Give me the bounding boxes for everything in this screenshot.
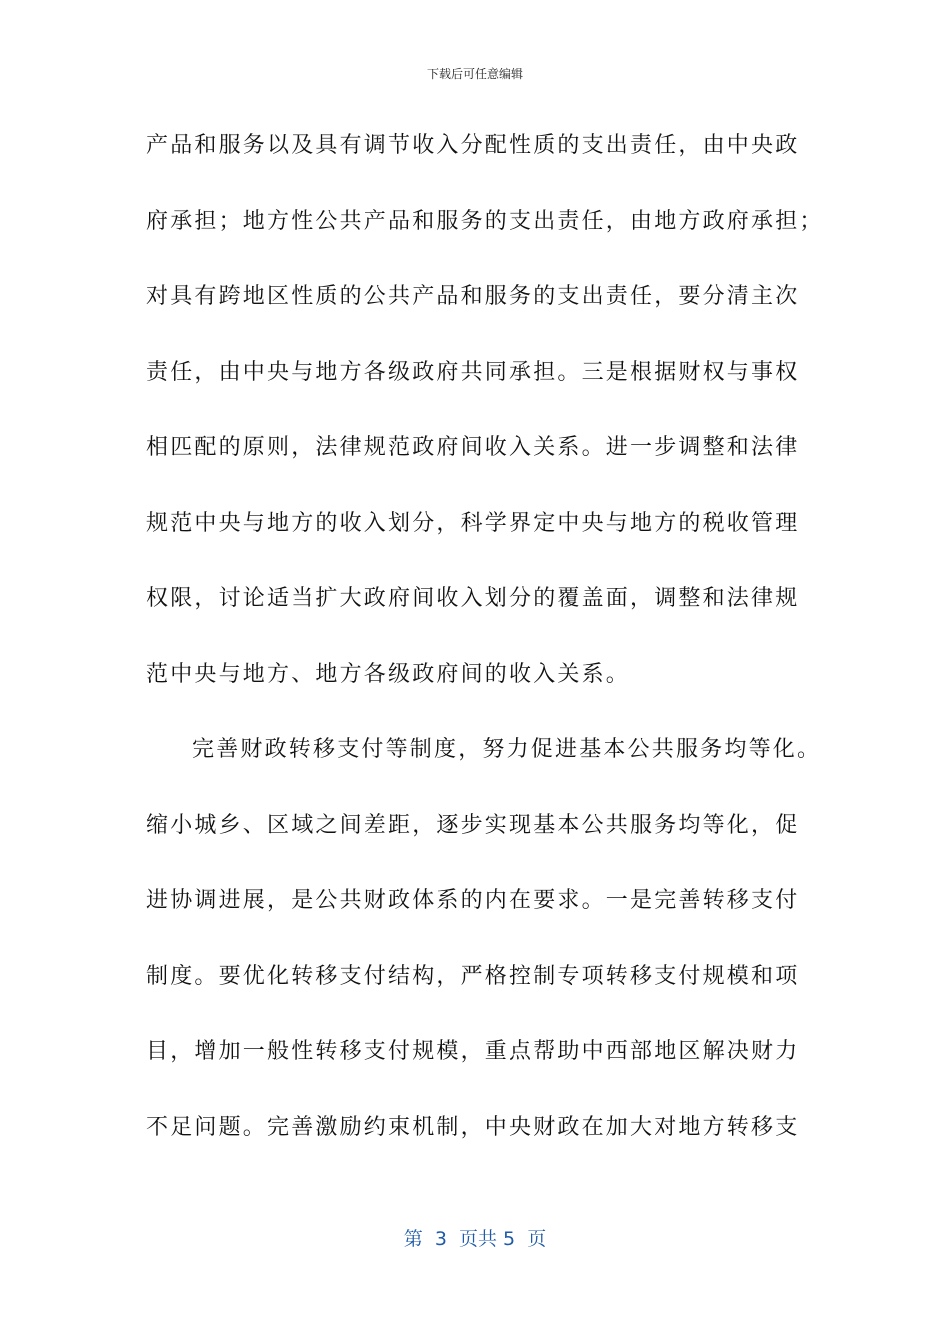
text-line: 规范中央与地方的收入划分，科学界定中央与地方的税收管理 [146, 510, 800, 536]
text-line: 产品和服务以及具有调节收入分配性质的支出责任，由中央政 [146, 133, 800, 158]
text-line: 不足问题。完善激励约束机制，中央财政在加大对地方转移支 [146, 1114, 800, 1140]
text-line: 对具有跨地区性质的公共产品和服务的支出责任，要分清主次 [146, 284, 800, 309]
text-line: 制度。要优化转移支付结构，严格控制专项转移支付规模和项 [146, 963, 800, 989]
text-line: 权限，讨论适当扩大政府间收入划分的覆盖面，调整和法律规 [146, 586, 800, 611]
text-line: 责任，由中央与地方各级政府共同承担。三是根据财权与事权 [146, 359, 800, 385]
document-body [146, 125, 824, 1182]
page-number-footer [0, 1226, 950, 1252]
text-line: 相匹配的原则，法律规范政府间收入关系。进一步调整和法律 [146, 435, 800, 460]
text-line: 目，增加一般性转移支付规模，重点帮助中西部地区解决财力 [146, 1039, 800, 1064]
text-line: 府承担；地方性公共产品和服务的支出责任，由地方政府承担； [146, 208, 824, 234]
page-number-label: 第 3 页共 5 页 [403, 1228, 547, 1250]
text-line: 范中央与地方、地方各级政府间的收入关系。 [146, 661, 631, 687]
text-line: 进协调进展，是公共财政体系的内在要求。一是完善转移支付 [146, 888, 800, 913]
text-line: 缩小城乡、区域之间差距，逐步实现基本公共服务均等化，促 [146, 812, 800, 838]
page-header-note: 下载后可任意编辑 [426, 67, 523, 81]
paragraph-first-line: 完善财政转移支付等制度，努力促进基本公共服务均等化。 [192, 737, 822, 762]
